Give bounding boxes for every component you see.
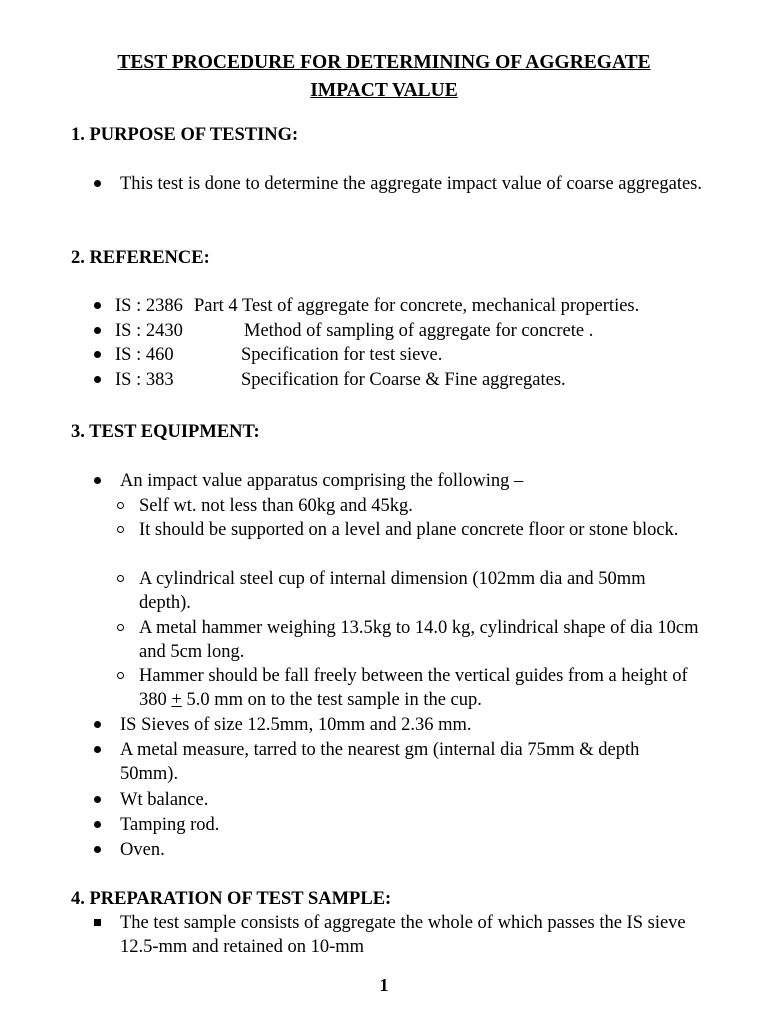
reference-code: IS : 383 — [115, 370, 174, 390]
section-heading-equipment: 3. TEST EQUIPMENT: — [71, 422, 260, 442]
bullet-dot-icon — [94, 746, 101, 753]
bullet-dot-icon — [94, 721, 101, 728]
bullet-dot-icon — [94, 302, 101, 309]
title-line-1: TEST PROCEDURE FOR DETERMINING OF AGGREGATE — [117, 52, 651, 73]
bullet-dot-icon — [94, 846, 101, 853]
section-heading-purpose: 1. PURPOSE OF TESTING: — [71, 125, 299, 145]
title-line-2: IMPACT VALUE — [310, 80, 458, 101]
reference-code: IS : 2386 — [115, 296, 183, 316]
preparation-item: The test sample consists of aggregate the whole of which passes the IS sieve 12.5-mm and retained on 10-mm — [120, 913, 686, 957]
equipment-item: A metal measure, tarred to the nearest gm (internal dia 75mm & depth 50mm). — [120, 740, 640, 784]
bullet-circle-icon — [117, 672, 124, 679]
equipment-sub-item-height — [139, 664, 694, 712]
equipment-item: Wt balance. — [120, 790, 209, 810]
reference-code: IS : 460 — [115, 345, 174, 365]
equipment-sub-item: A metal hammer weighing 13.5kg to 14.0 kg, cylindrical shape of dia 10cm and 5cm long. — [139, 618, 699, 662]
bullet-dot-icon — [94, 821, 101, 828]
reference-desc: Specification for Coarse & Fine aggregates. — [241, 370, 566, 390]
document-title — [0, 49, 768, 105]
bullet-dot-icon — [94, 180, 101, 187]
bullet-dot-icon — [94, 477, 101, 484]
equipment-intro: An impact value apparatus comprising the following – — [120, 471, 524, 491]
reference-desc: Method of sampling of aggregate for concrete . — [244, 321, 594, 341]
plus-minus-sign: + — [171, 690, 182, 710]
equipment-item: IS Sieves of size 12.5mm, 10mm and 2.36 mm. — [120, 715, 472, 735]
page-number: 1 — [379, 975, 389, 995]
equipment-sub-item: A cylindrical steel cup of internal dimension (102mm dia and 50mm depth). — [139, 569, 646, 613]
reference-desc: Part 4 Test of aggregate for concrete, mechanical properties. — [194, 296, 640, 316]
equipment-item: Oven. — [120, 840, 165, 860]
height-text-pre: Hammer should be fall freely between the vertical guides from a height of 380 — [139, 666, 688, 710]
bullet-circle-icon — [117, 624, 124, 631]
bullet-circle-icon — [117, 526, 124, 533]
bullet-dot-icon — [94, 796, 101, 803]
reference-code: IS : 2430 — [115, 321, 183, 341]
bullet-dot-icon — [94, 327, 101, 334]
reference-desc: Specification for test sieve. — [241, 345, 443, 365]
bullet-circle-icon — [117, 502, 124, 509]
equipment-item: Tamping rod. — [120, 815, 220, 835]
height-text-post: 5.0 mm on to the test sample in the cup. — [181, 690, 482, 710]
bullet-circle-icon — [117, 575, 124, 582]
bullet-square-icon — [94, 919, 101, 926]
purpose-item: This test is done to determine the aggregate impact value of coarse aggregates. — [120, 174, 703, 194]
equipment-sub-item: Self wt. not less than 60kg and 45kg. — [139, 496, 413, 516]
section-heading-reference: 2. REFERENCE: — [71, 248, 210, 268]
bullet-dot-icon — [94, 351, 101, 358]
section-heading-preparation: 4. PREPARATION OF TEST SAMPLE: — [71, 889, 392, 909]
bullet-dot-icon — [94, 376, 101, 383]
equipment-sub-item: It should be supported on a level and plane concrete floor or stone block. — [139, 520, 679, 540]
